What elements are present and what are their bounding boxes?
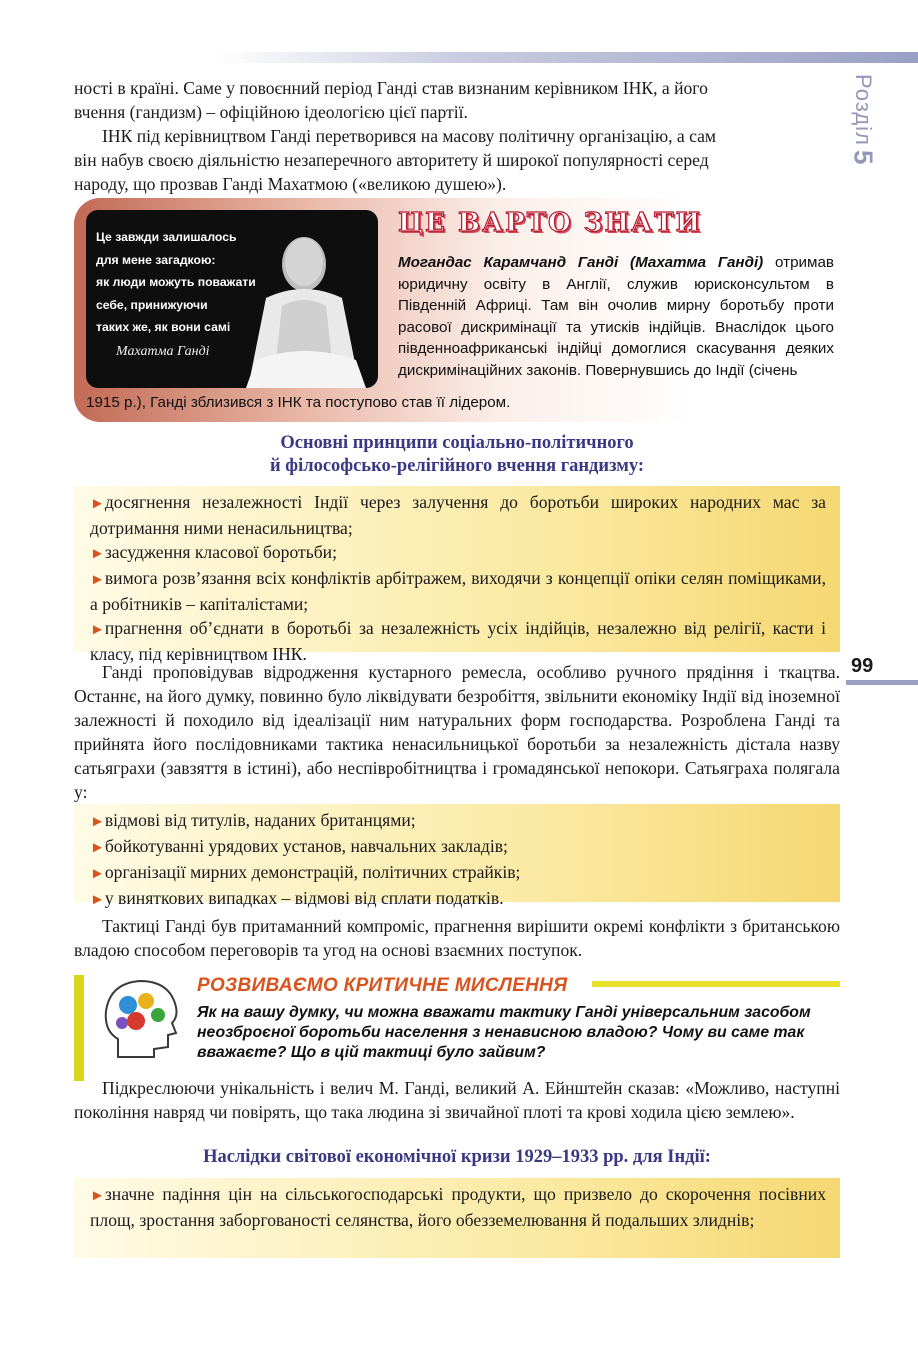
arrow-icon: ► <box>90 546 105 562</box>
heading-principles: Основні принципи соціально-політичного й філософсько-релігійного вчення гандизму: <box>269 433 645 476</box>
arrow-icon: ► <box>90 892 105 908</box>
list-item: ►відмові від титулів, наданих британцями; <box>90 810 416 830</box>
arrow-icon: ► <box>90 622 105 638</box>
satyagraha-list <box>74 804 840 908</box>
chapter-label <box>846 74 880 182</box>
list-item: ►вимога розв’язання всіх конфліктів арбітражем, виходячи з концепції опіки селян поміщиками, а робітників – капіталістами; <box>90 568 826 614</box>
gandhi-signature: Махатма Ганді <box>116 344 210 359</box>
arrow-icon: ► <box>90 572 105 588</box>
chapter-label-text: Розділ <box>851 74 876 146</box>
list-item: ►прагнення об’єднати в боротьбі за незалежність усіх індійців, незалежно від релігії, касти і класу, під керівництвом ІНК. <box>90 618 826 664</box>
list-item: ►значне падіння цін на сільськогосподарські продукти, що призвело до скорочення посівних площ, зростання заборгованості селянства, його обезземелювання й подальших злиднів; <box>90 1184 826 1230</box>
arrow-icon: ► <box>90 814 105 830</box>
info-box-tail: 1915 р.), Ганді зблизився з ІНК та поступово став її лідером. <box>86 394 511 411</box>
list-item: ►досягнення незалежності Індії через залучення до боротьби широких народних мас за дотримання ними ненасильництва; <box>90 492 826 538</box>
info-box-title: ЦЕ ВАРТО ЗНАТИ <box>398 208 703 238</box>
chapter-number: 5 <box>848 149 879 166</box>
critical-question: Як на вашу думку, чи можна вважати тактику Ганді універсальним засобом неозброєної боротьби населення з ненависною владою? Чому ви саме так вважаєте? Що в цій тактиці було зайвим? <box>197 1004 811 1061</box>
list-item: ►у виняткових випадках – відмові від сплати податків. <box>90 888 504 908</box>
arrow-icon: ► <box>90 496 105 512</box>
gandhi-name: Могандас Карамчанд Ганді (Махатма Ганді) <box>398 254 764 271</box>
list-item: ►бойкотуванні урядових установ, навчальних закладів; <box>90 836 508 856</box>
consequences-list <box>74 1178 840 1258</box>
paragraph-3: Ганді проповідував відродження кустарного ремесла, особливо ручного прядіння і ткацтва. Останнє, на його думку, повинно було ліквідувати безробіття, звільнити економіку Індії від іноземної залежності й походило від ідеалізації ним натуральних форм господарства. Розроблена Ганді та прийнята його послідовниками тактика ненасильницької боротьби за незалежність дістала назву сатьяграхи (завзяття в істині), або неспівробітництва і громадянської непокори. Сатьяграха полягала у: <box>74 662 840 802</box>
critical-thinking-block <box>74 975 840 1083</box>
head-gears-icon <box>100 977 184 1061</box>
info-box-text: Могандас Карамчанд Ганді (Махатма Ганді) отримав юридичну освіту в Англії, служив юрисконсультом в Південній Африці. Там він очолив мирну боротьбу проти расової дискримінації та утисків індійців. Внаслідок цього південноафриканські індійці домоглися скасування деяких дискримінаційних законів. Повернувшись до Індії (січень <box>398 254 834 379</box>
arrow-icon: ► <box>90 1188 105 1204</box>
paragraph-4: Тактиці Ганді був притаманний компроміс, прагнення вирішити окремі конфлікти з британською владою способом переговорів та угод на основі взаємних поступок. <box>74 916 840 960</box>
principles-list <box>74 486 840 664</box>
list-item: ►засудження класової боротьби; <box>90 542 337 562</box>
paragraph-5: Підкреслюючи унікальність і велич М. Ганді, великий А. Ейнштейн сказав: «Можливо, наступні покоління навряд чи повірять, що така людина зі звичайної плоті та крові ходила цією землею». <box>74 1078 840 1122</box>
critical-title: РОЗВИВАЄМО КРИТИЧНЕ МИСЛЕННЯ <box>197 975 568 996</box>
list-item: ►організації мирних демонстрацій, політичних страйків; <box>90 862 521 882</box>
gandhi-photo <box>86 210 378 388</box>
gandhi-quote: Це завжди залишалось для мене загадкою: як люди можуть поважати себе, принижуючи таких же, як вони самі <box>96 230 256 334</box>
arrow-icon: ► <box>90 840 105 856</box>
paragraph-1: ності в країні. Саме у повоєнний період Ганді став визнаним керівником ІНК, а його вчення (гандизм) – офіційною ідеологією цієї партії. <box>74 78 708 122</box>
heading-consequences: Наслідки світової економічної кризи 1929–1933 рр. для Індії: <box>203 1147 711 1167</box>
critical-side-bar <box>74 975 84 1081</box>
top-decorative-bar <box>215 52 918 63</box>
critical-title-line <box>592 981 840 987</box>
page-number-bar <box>846 680 918 685</box>
paragraph-2: ІНК під керівництвом Ганді перетворився на масову політичну організацію, а сам він набув своєю діяльністю незаперечного авторитету й широкої популярності серед народу, що прозвав Ганді Махатмою («великою душею»). <box>74 126 717 194</box>
arrow-icon: ► <box>90 866 105 882</box>
page-number: 99 <box>851 655 874 677</box>
